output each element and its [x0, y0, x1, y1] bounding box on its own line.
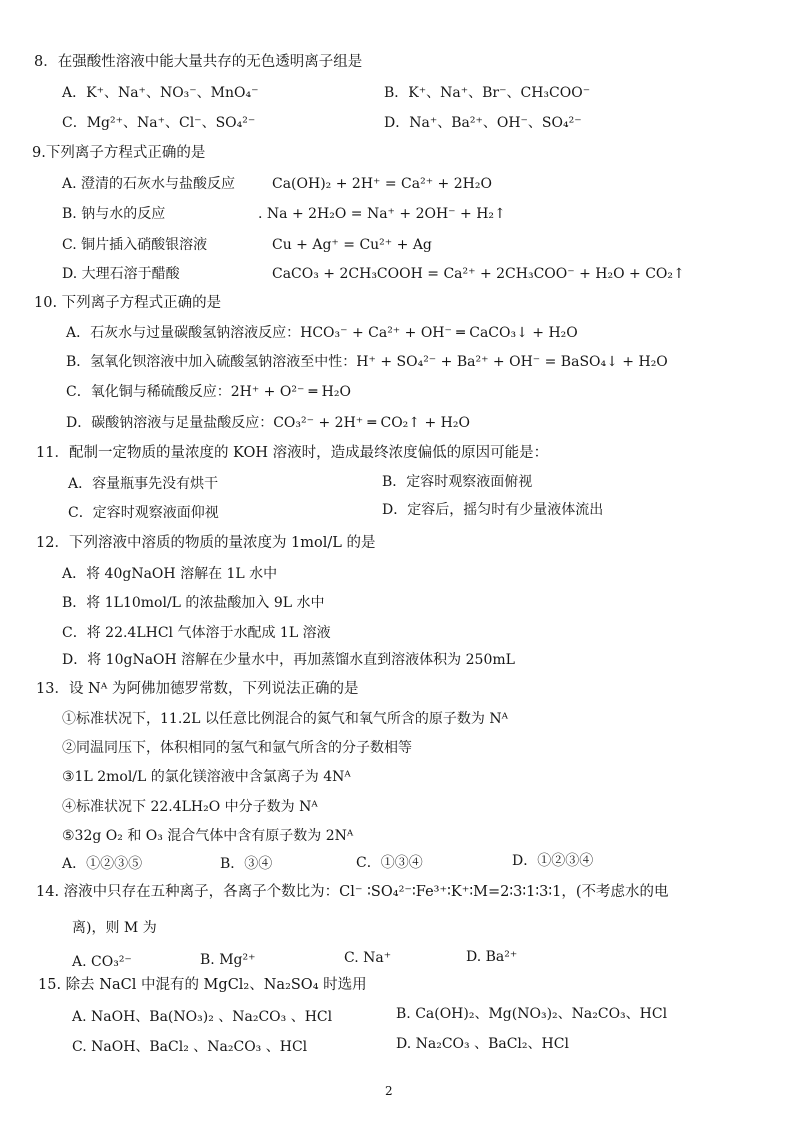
- q9-option-b-equation: . Na + 2H₂O = Na⁺ + 2OH⁻ + H₂↑: [258, 206, 506, 222]
- q10-option-c: C．氧化铜与稀硫酸反应：2H⁺ + O²⁻ ═ H₂O: [66, 384, 351, 400]
- question-14-stem-continued: 离)，则 M 为: [72, 920, 157, 936]
- q11-option-b: B．定容时观察液面俯视: [382, 474, 533, 490]
- q13-option-c: C．①③④: [356, 855, 423, 871]
- q13-statement-2: ②同温同压下，体积相同的氢气和氩气所含的分子数相等: [62, 740, 412, 756]
- q8-option-c: C．Mg²⁺、Na⁺、Cl⁻、SO₄²⁻: [62, 115, 256, 131]
- q13-statement-4: ④标准状况下 22.4LH₂O 中分子数为 Nᴬ: [62, 799, 318, 815]
- q13-option-a: A．①②③⑤: [62, 856, 143, 872]
- q9-option-c-label: C. 铜片插入硝酸银溶液: [62, 237, 208, 253]
- q13-option-d: D．①②③④: [512, 853, 594, 869]
- q14-option-a: A. CO₃²⁻: [72, 954, 132, 970]
- q8-option-a: A．K⁺、Na⁺、NO₃⁻、MnO₄⁻: [62, 85, 259, 101]
- q13-option-b: B．③④: [220, 856, 273, 872]
- q15-option-b: B. Ca(OH)₂、Mg(NO₃)₂、Na₂CO₃、HCl: [396, 1006, 668, 1022]
- page-number: 2: [385, 1084, 393, 1098]
- q9-option-d-equation: CaCO₃ + 2CH₃COOH = Ca²⁺ + 2CH₃COO⁻ + H₂O + CO₂↑: [272, 266, 685, 282]
- q9-option-d-label: D. 大理石溶于醋酸: [62, 266, 180, 282]
- question-14-stem: 14. 溶液中只存在五种离子，各离子个数比为：Cl⁻ ∶SO₄²⁻∶Fe³⁺∶K⁺∶M=2∶3∶1∶3∶1，(不考虑水的电: [36, 884, 669, 900]
- q13-statement-3: ③1L 2mol/L 的氯化镁溶液中含氯离子为 4Nᴬ: [62, 769, 351, 785]
- q12-option-a: A．将 40gNaOH 溶解在 1L 水中: [62, 566, 278, 582]
- q13-statement-5: ⑤32g O₂ 和 O₃ 混合气体中含有原子数为 2Nᴬ: [62, 828, 354, 844]
- q8-option-d: D．Na⁺、Ba²⁺、OH⁻、SO₄²⁻: [384, 115, 582, 131]
- q10-option-d: D．碳酸钠溶液与足量盐酸反应：CO₃²⁻ + 2H⁺ ═ CO₂↑ + H₂O: [66, 415, 470, 431]
- q14-option-b: B. Mg²⁺: [200, 952, 256, 968]
- q15-option-c: C. NaOH、BaCl₂ 、Na₂CO₃ 、HCl: [72, 1039, 308, 1055]
- question-11-stem: 11．配制一定物质的量浓度的 KOH 溶液时，造成最终浓度偏低的原因可能是：: [36, 445, 549, 461]
- q10-option-a: A．石灰水与过量碳酸氢钠溶液反应：HCO₃⁻ + Ca²⁺ + OH⁻ ═ CaCO₃↓ + H₂O: [66, 325, 578, 341]
- q11-option-d: D．定容后，摇匀时有少量液体流出: [382, 502, 604, 518]
- q13-statement-1: ①标准状况下，11.2L 以任意比例混合的氮气和氧气所含的原子数为 Nᴬ: [62, 711, 508, 727]
- q12-option-d: D．将 10gNaOH 溶解在少量水中，再加蒸馏水直到溶液体积为 250mL: [62, 652, 515, 668]
- q9-option-b-label: B. 钠与水的反应: [62, 206, 166, 222]
- q10-option-b: B．氢氧化钡溶液中加入硫酸氢钠溶液至中性：H⁺ + SO₄²⁻ + Ba²⁺ + OH⁻ = BaSO₄↓ + H₂O: [66, 354, 668, 370]
- question-8-stem: 8．在强酸性溶液中能大量共存的无色透明离子组是: [34, 54, 363, 70]
- question-9-stem: 9.下列离子方程式正确的是: [32, 145, 206, 161]
- q9-option-a-label: A. 澄清的石灰水与盐酸反应: [62, 176, 236, 192]
- q11-option-a: A．容量瓶事先没有烘干: [68, 476, 219, 492]
- question-10-stem: 10. 下列离子方程式正确的是: [34, 295, 222, 311]
- q12-option-b: B．将 1L10mol/L 的浓盐酸加入 9L 水中: [62, 595, 325, 611]
- q8-option-b: B．K⁺、Na⁺、Br⁻、CH₃COO⁻: [384, 85, 591, 101]
- q9-option-c-equation: Cu + Ag⁺ = Cu²⁺ + Ag: [272, 237, 432, 253]
- question-15-stem: 15. 除去 NaCl 中混有的 MgCl₂、Na₂SO₄ 时选用: [38, 977, 367, 993]
- question-13-stem: 13．设 Nᴬ 为阿佛加德罗常数，下列说法正确的是: [36, 681, 359, 697]
- q12-option-c: C．将 22.4LHCl 气体溶于水配成 1L 溶液: [62, 625, 331, 641]
- q9-option-a-equation: Ca(OH)₂ + 2H⁺ = Ca²⁺ + 2H₂O: [272, 176, 492, 192]
- question-12-stem: 12．下列溶液中溶质的物质的量浓度为 1mol/L 的是: [36, 535, 376, 551]
- q11-option-c: C．定容时观察液面仰视: [68, 505, 219, 521]
- q15-option-d: D. Na₂CO₃ 、BaCl₂、HCl: [396, 1036, 569, 1052]
- q15-option-a: A. NaOH、Ba(NO₃)₂ 、Na₂CO₃ 、HCl: [72, 1009, 333, 1025]
- q14-option-c: C. Na⁺: [344, 950, 392, 966]
- q14-option-d: D. Ba²⁺: [466, 949, 518, 965]
